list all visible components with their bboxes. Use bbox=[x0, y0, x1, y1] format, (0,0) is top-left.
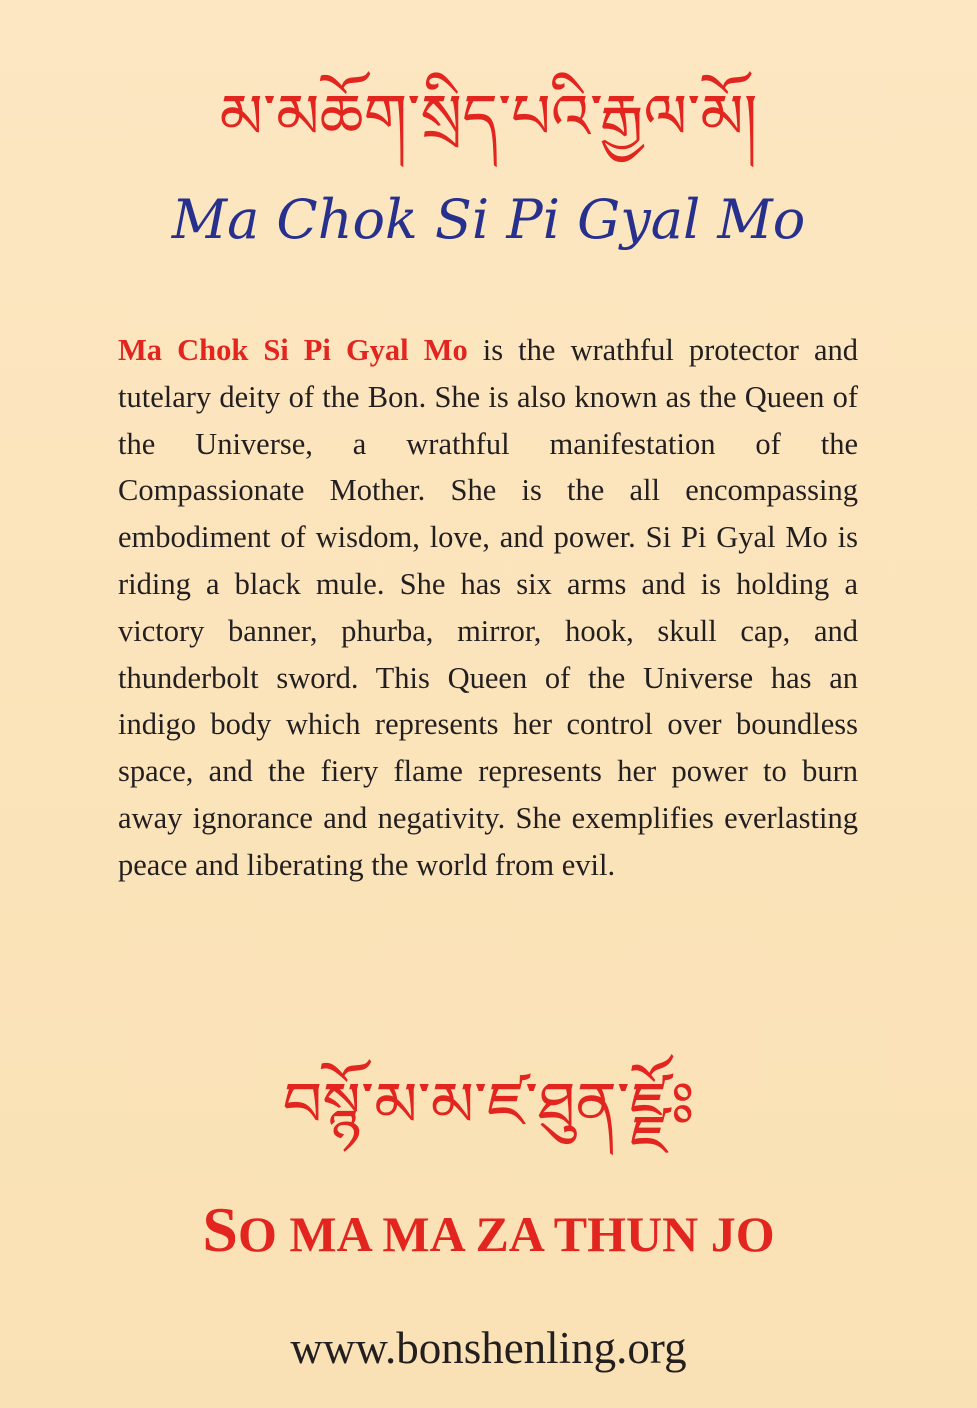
page-title: Ma Chok Si Pi Gyal Mo bbox=[171, 188, 806, 251]
description-text: is the wrathful protector and tutelary deity of the Bon. She is also known as the Queen of the Universe, a wrathful manifestation of the Compassionate Mother. She is the all encompassing embodiment of wisdom, love, and power. Si Pi Gyal Mo is riding a black mule. She has six arms and is holding a victory banner, phurba, mirror, hook, skull cap, and thunderbolt sword. This Queen of the Universe has an indigo body which represents her control over boundless space, and the fiery flame represents her power to burn away ignorance and negativity. She exemplifies everlasting peace and liberating the world from evil. bbox=[118, 333, 858, 882]
mantra-rest: O MA MA ZA THUN JO bbox=[237, 1206, 775, 1262]
mantra-initial: S bbox=[202, 1194, 238, 1265]
description-paragraph bbox=[118, 327, 858, 889]
mantra-transliteration bbox=[0, 1190, 977, 1274]
tibetan-mantra: བསྙོ་མ་མ་ཛ་ཐུན་ཛྫོཿ bbox=[282, 1068, 695, 1141]
deity-name: Ma Chok Si Pi Gyal Mo bbox=[118, 333, 468, 367]
website-url: www.bonshenling.org bbox=[290, 1323, 687, 1373]
tibetan-title: མ་མཆོག་སྲིད་པའི་རྒྱལ་མོ། bbox=[219, 80, 758, 153]
